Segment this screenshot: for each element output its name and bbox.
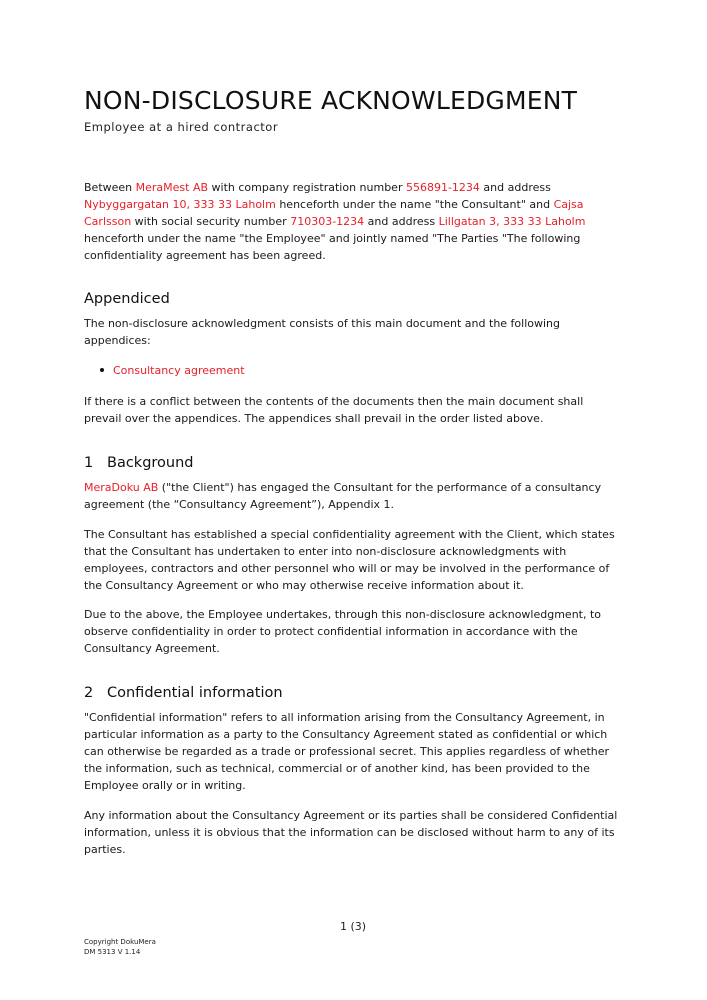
footer-copyright: Copyright DokuMera	[84, 938, 156, 946]
employee-name-field: Cajsa Carlsson	[84, 198, 584, 228]
confidential-paragraph-1: "Confidential information" refers to all information arising from the Consultancy Agreement, in particular information as a party to the Consultancy Agreement stated as confidential or which can otherwise be regarded as a trade or professional secret. This applies regardless of whether the information, such as technical, commercial or of another kind, has been provided to the Employee orally or in writing.	[84, 711, 610, 792]
consultant-regno-field: 556891-1234	[405, 181, 480, 194]
section-number: 2	[84, 685, 94, 701]
section-title: Background	[107, 455, 194, 471]
client-name-field: MeraDoku AB	[84, 481, 159, 494]
appendices-heading: Appendiced	[84, 291, 170, 307]
background-paragraph-3: Due to the above, the Employee undertakes, through this non-disclosure acknowledgment, to observe confidentiality in order to protect confidential information in accordance with the Consultancy Agreement.	[84, 608, 602, 655]
consultant-address-field: Nybyggargatan 10, 333 33 Laholm	[84, 198, 276, 211]
intro-text: and address	[364, 215, 439, 228]
section-title: Confidential information	[107, 685, 283, 701]
section-number: 1	[84, 455, 94, 471]
consultant-name-field: MeraMest AB	[135, 181, 209, 194]
intro-text: with social security number	[131, 215, 291, 228]
confidential-paragraph-2: Any information about the Consultancy Agreement or its parties shall be considered Confidential information, unless it is obvious that the information can be disclosed without harm to any of its parties.	[84, 809, 618, 856]
appendix-item-label: Consultancy agreement	[113, 364, 245, 377]
intro-text: henceforth under the name "the Employee" and jointly named "The Parties "The following confidentiality agreement has been agreed.	[84, 232, 581, 262]
intro-text: henceforth under the name "the Consultant" and	[275, 198, 554, 211]
intro-text: and address	[479, 181, 551, 194]
background-paragraph-1	[84, 479, 624, 513]
intro-text: with company registration number	[208, 181, 406, 194]
appendix-list-item	[100, 362, 245, 379]
document-title: NON-DISCLOSURE ACKNOWLEDGMENT	[84, 86, 578, 115]
employee-address-field: Lillgatan 3, 333 33 Laholm	[438, 215, 586, 228]
paragraph-text: ("the Client") has engaged the Consultant for the performance of a consultancy agreement (the “Consultancy Agreement”), Appendix 1.	[84, 481, 602, 511]
section-heading-confidential-information	[84, 685, 283, 701]
bullet-icon	[100, 368, 104, 372]
footer-doc-id: DM 5313 V 1.14	[84, 948, 141, 956]
intro-text: Between	[84, 181, 136, 194]
appendices-intro: The non-disclosure acknowledgment consists of this main document and the following appendices:	[84, 317, 561, 347]
employee-ssn-field: 710303-1234	[290, 215, 365, 228]
page-number: 1 (3)	[340, 920, 367, 933]
section-heading-background	[84, 455, 194, 471]
appendices-precedence: If there is a conflict between the contents of the documents then the main document shall prevail over the appendices. The appendices shall prevail in the order listed above.	[84, 395, 584, 425]
intro-paragraph	[84, 179, 624, 264]
document-subtitle: Employee at a hired contractor	[84, 120, 279, 134]
background-paragraph-2: The Consultant has established a special confidentiality agreement with the Client, which states that the Consultant has undertaken to enter into non-disclosure acknowledgments with employees, contractors and other personnel who will or may be involved in the performance of the Consultancy Agreement or who may otherwise receive information about it.	[84, 528, 615, 592]
